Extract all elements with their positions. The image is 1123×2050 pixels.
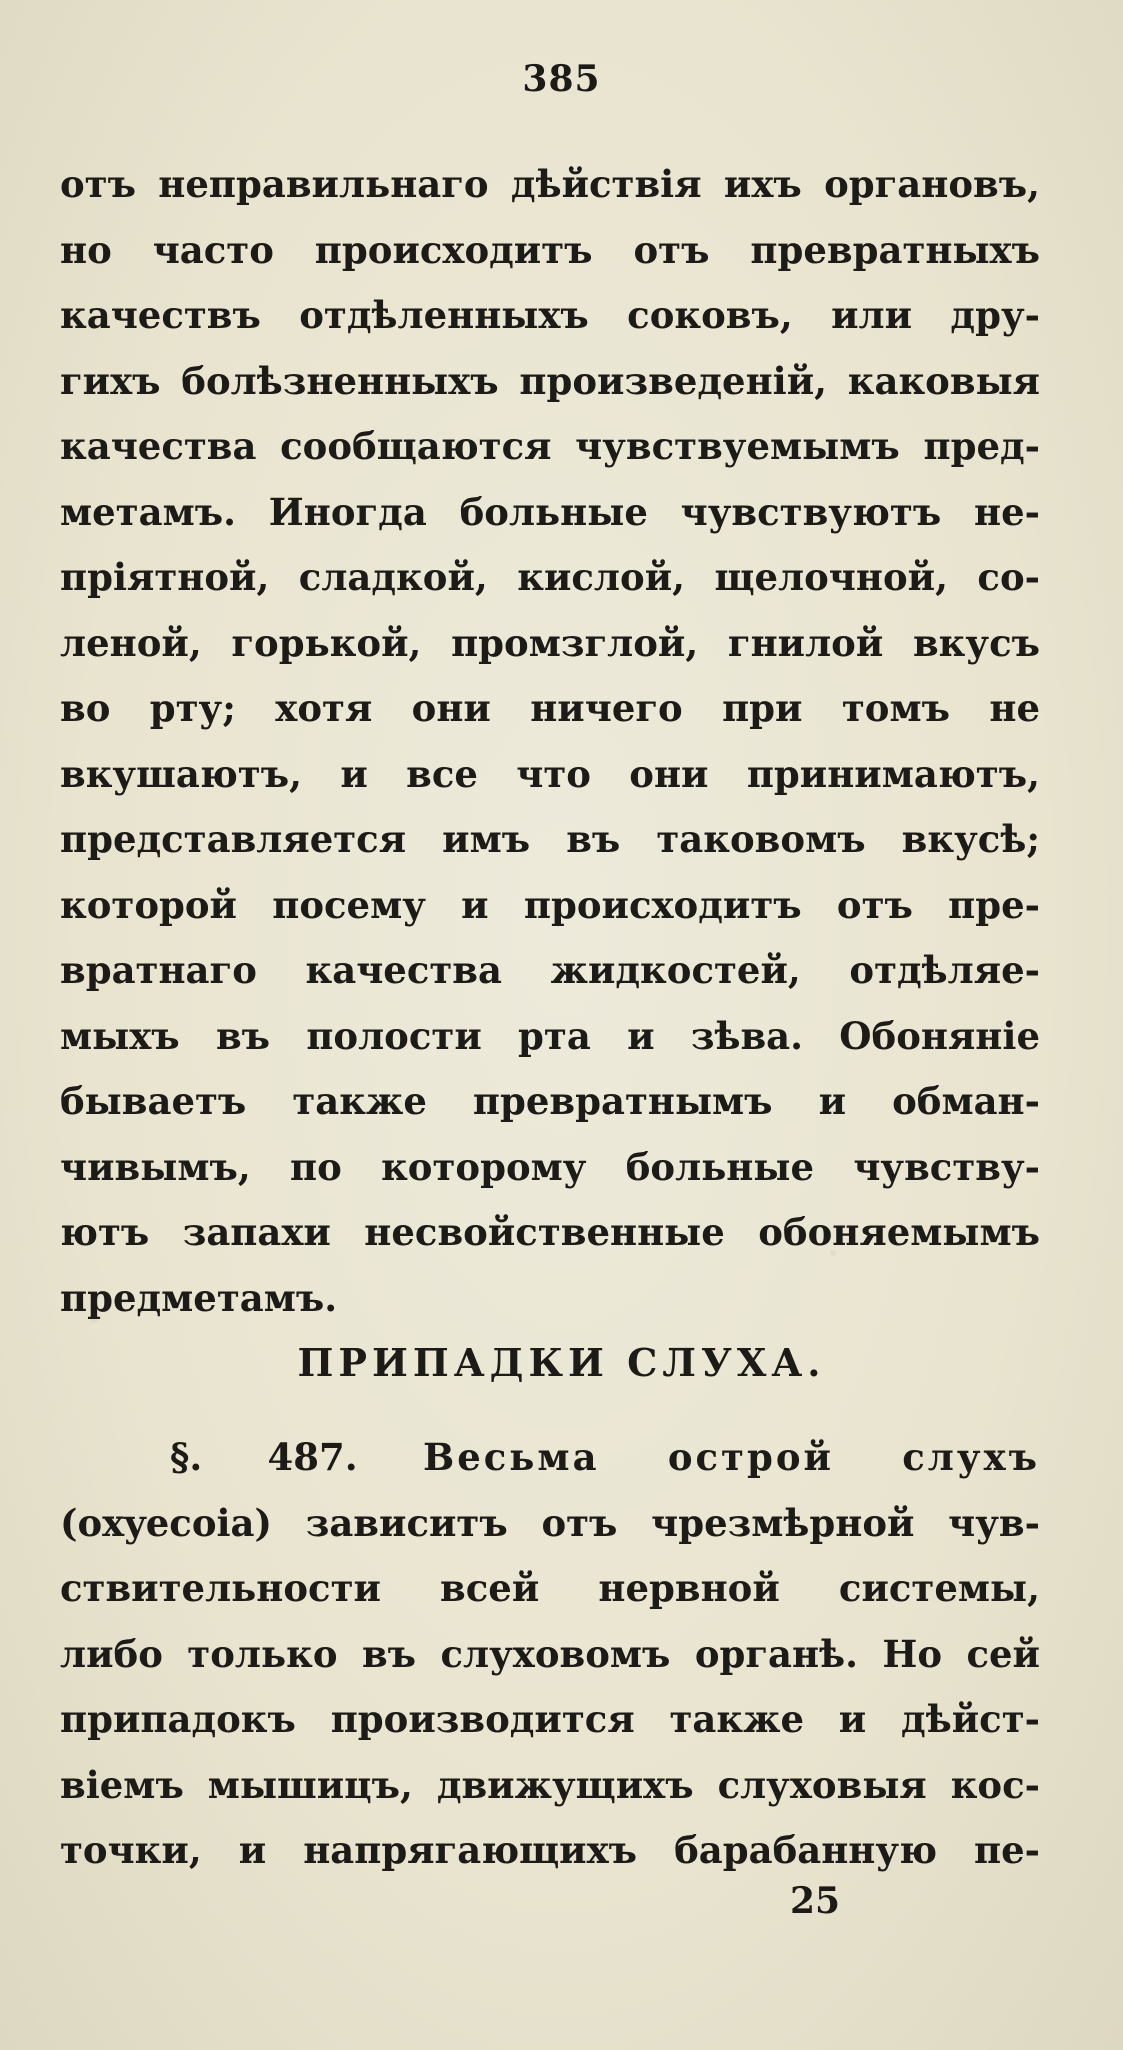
text-line: мыхъ въ полости рта и зѣва. Обоняніе [60, 1013, 1040, 1058]
text-line: (oxyecoia) зависитъ отъ чрезмѣрной чув- [60, 1500, 1040, 1545]
emphasized-text: Весьма острой слухъ [422, 1435, 1041, 1479]
signature-mark: 25 [790, 1880, 841, 1922]
page-number: 385 [522, 58, 601, 100]
body-paragraph [60, 152, 1040, 1331]
section-first-line [60, 1425, 1040, 1491]
text-line: бываетъ также превратнымъ и обман- [60, 1079, 1040, 1123]
text-line: но часто происходитъ отъ превратныхъ [60, 227, 1040, 272]
text-line: отъ неправильнаго дѣйствія ихъ органовъ, [60, 162, 1040, 206]
section-paragraph [60, 1425, 1040, 1884]
text-line: качествъ отдѣленныхъ соковъ, или дру- [60, 293, 1040, 337]
text-line: которой посему и происходитъ отъ пре- [60, 882, 1040, 927]
text-line: во рту; хотя они ничего при томъ не [60, 686, 1040, 730]
text-line: чивымъ, по которому больные чувству- [60, 1144, 1040, 1189]
text-line: представляется имъ въ таковомъ вкусѣ; [60, 817, 1040, 861]
text-line: ствительности всей нервной системы, [60, 1566, 1040, 1610]
text-line: пріятной, сладкой, кислой, щелочной, со- [60, 555, 1040, 599]
text-line: леной, горькой, промзглой, гнилой вкусъ [60, 620, 1040, 665]
text-line: вкушаютъ, и все что они принимаютъ, [60, 751, 1040, 796]
text-line: вратнаго качества жидкостей, отдѣляе- [60, 948, 1040, 992]
text-line: либо только въ слуховомъ органѣ. Но сей [60, 1631, 1040, 1676]
section-heading: ПРИПАДКИ СЛУХА. [297, 1340, 826, 1385]
text-line: ютъ запахи несвойственные обоняемымъ [60, 1210, 1040, 1254]
text-line: метамъ. Иногда больные чувствуютъ не- [60, 489, 1040, 534]
text-line: віемъ мышицъ, движущихъ слуховыя кос- [60, 1762, 1040, 1807]
text-line: точки, и напрягающихъ барабанную пе- [60, 1828, 1040, 1872]
text-line: предметамъ. [60, 1275, 338, 1320]
text-line: качества сообщаются чувствуемымъ пред- [60, 424, 1040, 468]
text-line: припадокъ производится также и дѣйст- [60, 1697, 1040, 1741]
paragraph-number: §. 487. [170, 1435, 358, 1479]
text-line: гихъ болѣзненныхъ произведеній, каковыя [60, 358, 1040, 403]
